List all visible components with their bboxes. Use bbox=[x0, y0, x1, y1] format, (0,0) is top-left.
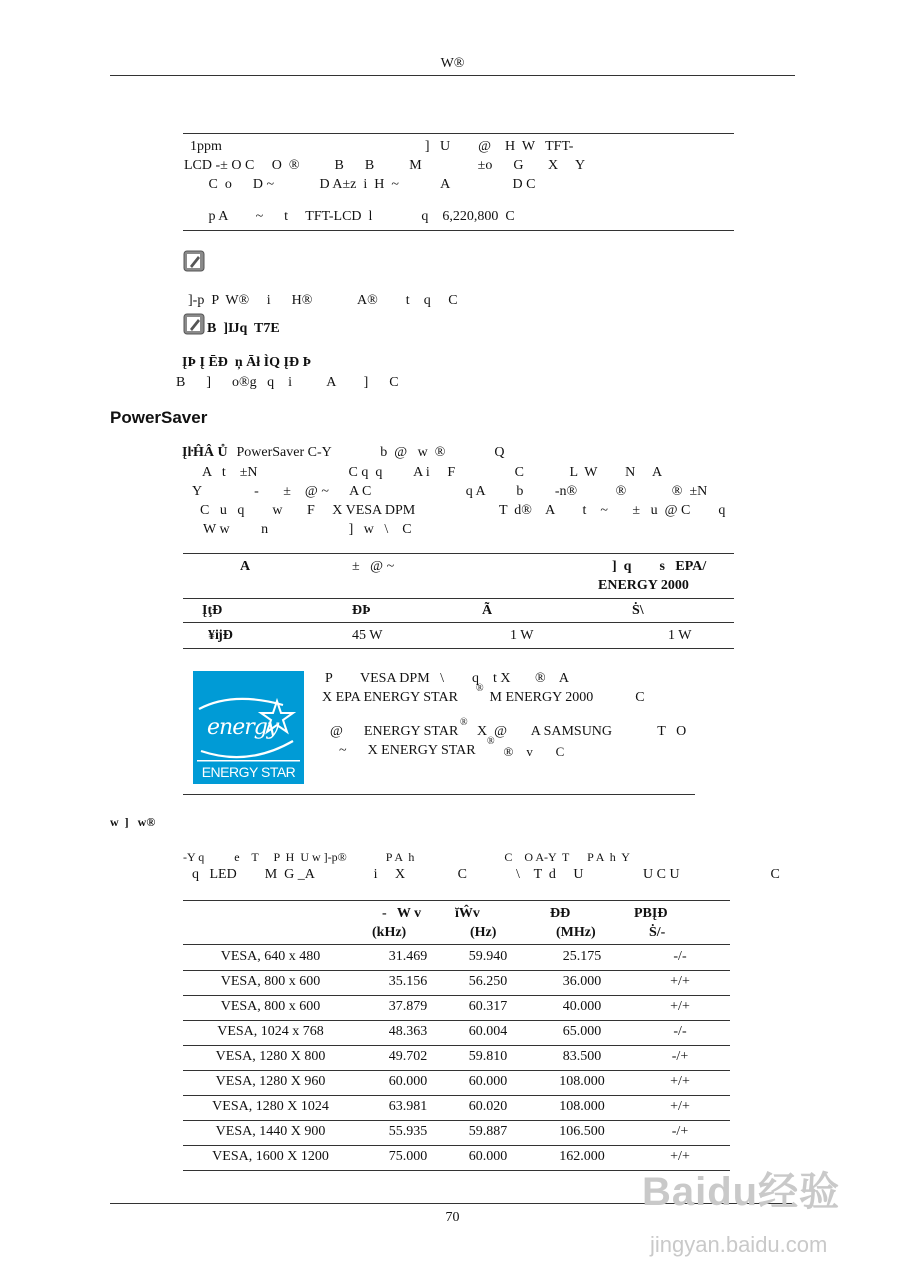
timing-value-cell: 36.000 bbox=[562, 974, 602, 989]
timing-value-cell: +/+ bbox=[670, 1149, 690, 1164]
page-header-title: W® bbox=[440, 56, 465, 71]
timing-value-cell: 108.000 bbox=[559, 1074, 605, 1089]
timing-value-cell: 106.500 bbox=[559, 1124, 605, 1139]
intro-line-4: p A ~ t TFT-LCD l q 6,220,800 C bbox=[184, 209, 515, 224]
timing-mode-cell: VESA, 800 x 600 bbox=[220, 999, 321, 1014]
timing-value-cell: 31.469 bbox=[388, 949, 428, 964]
power-table-header-epa-2: ENERGY 2000 bbox=[598, 578, 689, 593]
powersaver-heading: PowerSaver bbox=[110, 408, 208, 427]
timing-value-cell: 162.000 bbox=[559, 1149, 605, 1164]
timing-mode-cell: VESA, 800 x 600 bbox=[220, 974, 321, 989]
note-icon bbox=[183, 250, 205, 272]
timing-value-cell: 60.000 bbox=[388, 1074, 428, 1089]
power-table-val-1: ¥ĳÐ bbox=[208, 628, 233, 643]
timing-table-header-rule bbox=[183, 944, 730, 945]
energy-bottom-rule bbox=[183, 794, 695, 795]
power-table-val-4: 1 W bbox=[668, 628, 692, 643]
timing-mode-cell: VESA, 1024 x 768 bbox=[217, 1024, 324, 1039]
timing-header-clock-1: ĐĐ bbox=[550, 906, 571, 921]
timing-row-rule bbox=[183, 1120, 730, 1121]
timing-value-cell: 56.250 bbox=[468, 974, 508, 989]
timing-value-cell: -/- bbox=[673, 949, 687, 964]
energy-text-2b: M ENERGY 2000 C bbox=[486, 690, 645, 705]
power-table-mid-rule bbox=[183, 598, 734, 599]
page-number: 70 bbox=[445, 1210, 460, 1225]
power-table-rule-3 bbox=[183, 648, 734, 649]
timing-value-cell: 60.000 bbox=[468, 1149, 508, 1164]
intro-bottom-rule bbox=[183, 230, 734, 231]
timing-mode-cell: VESA, 1600 X 1200 bbox=[212, 1149, 329, 1164]
timing-header-sync-2: Ṡ/- bbox=[649, 925, 666, 940]
power-table-header-mode: A bbox=[240, 559, 251, 574]
energy-reg-2: ® bbox=[460, 717, 468, 728]
timing-value-cell: +/+ bbox=[670, 1074, 690, 1089]
timing-mode-cell: VESA, 1280 X 960 bbox=[215, 1074, 326, 1089]
power-table-head-1: ĮţÐ bbox=[202, 603, 223, 618]
timing-row-rule bbox=[183, 1145, 730, 1146]
timing-value-cell: 60.004 bbox=[468, 1024, 508, 1039]
timing-value-cell: -/+ bbox=[671, 1124, 689, 1139]
timing-value-cell: 48.363 bbox=[388, 1024, 428, 1039]
timing-value-cell: 60.020 bbox=[468, 1099, 508, 1114]
timing-header-vfreq-2: (Hz) bbox=[470, 925, 497, 940]
power-table-val-3: 1 W bbox=[510, 628, 534, 643]
powersaver-line-2: A t ±N C q q A i F C L W N A bbox=[202, 465, 663, 480]
timing-value-cell: 108.000 bbox=[559, 1099, 605, 1114]
timing-mode-cell: VESA, 1280 X 800 bbox=[215, 1049, 326, 1064]
timing-desc-2: q LED M G _A i X C \ T d U U C U C bbox=[192, 867, 780, 882]
timing-value-cell: 63.981 bbox=[388, 1099, 428, 1114]
timing-header-clock-2: (MHz) bbox=[556, 925, 596, 940]
timing-row-rule bbox=[183, 1070, 730, 1071]
timing-value-cell: 25.175 bbox=[562, 949, 602, 964]
intro-line-3: C o D ~ D A±z i H ~ A D C bbox=[184, 177, 536, 192]
timing-mode-cell: VESA, 1280 X 1024 bbox=[212, 1099, 329, 1114]
timing-desc-1: -Y q e T P H U w ]-p® P A h C O A-Y T P A h Y bbox=[183, 850, 630, 864]
watermark-url: jingyan.baidu.com bbox=[650, 1232, 828, 1257]
power-table-head-2: ĐÞ bbox=[352, 603, 371, 618]
powersaver-line-3: Y - ± @ ~ A C q A b -n® ® ® ±N bbox=[192, 484, 708, 499]
power-table-head-4: Ṡ\ bbox=[632, 603, 644, 618]
note2-subtitle: ĮÞ Į ĒÐ ņ Āł ÌQ ĮÐ Þ bbox=[182, 355, 312, 370]
timing-value-cell: +/+ bbox=[670, 1099, 690, 1114]
timing-value-cell: 59.810 bbox=[468, 1049, 508, 1064]
timing-value-cell: -/+ bbox=[671, 1049, 689, 1064]
timing-value-cell: -/- bbox=[673, 1024, 687, 1039]
energy-logo-script: energy bbox=[207, 715, 279, 740]
energy-text-3b: X @ A SAMSUNG T O bbox=[470, 724, 687, 739]
energy-text-1: P VESA DPM \ q t X ® A bbox=[325, 671, 570, 686]
timing-value-cell: 60.000 bbox=[468, 1074, 508, 1089]
energy-logo-label: ENERGY STAR bbox=[201, 764, 296, 780]
power-table-header-saving: ± @ ~ bbox=[352, 559, 395, 574]
timing-value-cell: +/+ bbox=[670, 999, 690, 1014]
intro-top-rule bbox=[183, 133, 734, 134]
energy-star-logo bbox=[193, 671, 304, 784]
power-table-top-rule bbox=[183, 553, 734, 554]
timing-value-cell: 83.500 bbox=[562, 1049, 602, 1064]
energy-text-4a: ~ X ENERGY STAR bbox=[339, 743, 476, 758]
energy-reg-1: ® bbox=[476, 683, 484, 694]
header-rule bbox=[110, 75, 795, 76]
timing-value-cell: 59.940 bbox=[468, 949, 508, 964]
timing-header-hfreq-2: (kHz) bbox=[372, 925, 407, 940]
powersaver-lead: ĮŀĤÂ Ů bbox=[182, 445, 228, 460]
energy-text-2a: X EPA ENERGY STAR bbox=[322, 690, 458, 705]
power-table-head-3: Ã bbox=[482, 603, 493, 618]
timing-value-cell: 60.317 bbox=[468, 999, 508, 1014]
timing-value-cell: +/+ bbox=[670, 974, 690, 989]
timing-value-cell: 55.935 bbox=[388, 1124, 428, 1139]
note2-title: B ]Ĳq T7E bbox=[207, 321, 280, 336]
timing-value-cell: 49.702 bbox=[388, 1049, 428, 1064]
timing-row-rule bbox=[183, 995, 730, 996]
timing-header-hfreq-1: - W v bbox=[382, 906, 422, 921]
timing-value-cell: 37.879 bbox=[388, 999, 428, 1014]
power-table-rule-2 bbox=[183, 622, 734, 623]
energy-text-4b: ® v C bbox=[497, 744, 565, 759]
timing-header-vfreq-1: ĭŴv bbox=[455, 906, 480, 921]
power-table-val-2: 45 W bbox=[352, 628, 383, 643]
note1-text: ]-p P W® i H® A® t q C bbox=[188, 293, 458, 308]
note-icon bbox=[183, 313, 205, 335]
power-table-header-epa-1: ] q s EPA/ bbox=[612, 559, 707, 574]
timing-row-rule bbox=[183, 1095, 730, 1096]
timing-row-rule bbox=[183, 1020, 730, 1021]
timing-value-cell: 40.000 bbox=[562, 999, 602, 1014]
timing-value-cell: 75.000 bbox=[388, 1149, 428, 1164]
timing-value-cell: 65.000 bbox=[562, 1024, 602, 1039]
intro-line-1: 1ppm ] U @ H W TFT- bbox=[190, 139, 574, 154]
timing-mode-cell: VESA, 640 x 480 bbox=[220, 949, 321, 964]
powersaver-line-4: C u q w F X VESA DPM T d® A t ~ ± u @ C q bbox=[200, 503, 726, 518]
watermark-brand: Baidu经验 bbox=[642, 1170, 841, 1214]
timing-mode-cell: VESA, 1440 X 900 bbox=[215, 1124, 326, 1139]
timing-table-top-rule bbox=[183, 900, 730, 901]
timing-label: w ] w® bbox=[110, 815, 156, 829]
timing-value-cell: 59.887 bbox=[468, 1124, 508, 1139]
note2-text: B ] o®g q i A ] C bbox=[176, 375, 399, 390]
powersaver-line-1: PowerSaver C-Y b @ w ® Q bbox=[226, 445, 505, 460]
timing-value-cell: 35.156 bbox=[388, 974, 428, 989]
timing-row-rule bbox=[183, 970, 730, 971]
timing-row-rule bbox=[183, 1045, 730, 1046]
powersaver-line-5: W w n ] w \ C bbox=[203, 522, 412, 537]
energy-text-3a: @ ENERGY STAR bbox=[330, 724, 459, 739]
intro-line-2: LCD -± O C O ® B B M ±o G X Y bbox=[184, 158, 586, 173]
energy-reg-3: ® bbox=[487, 736, 495, 747]
timing-header-sync-1: PBĮĐ bbox=[634, 906, 668, 921]
